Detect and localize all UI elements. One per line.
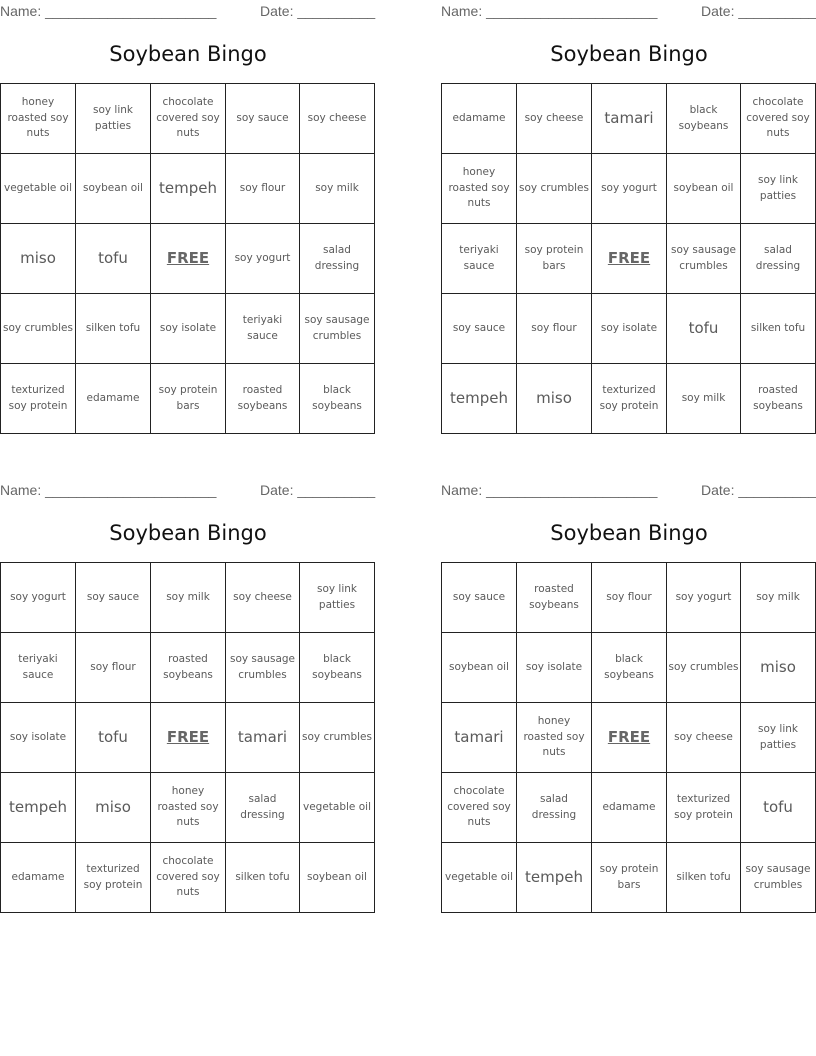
bingo-cell: black soybeans <box>667 84 741 154</box>
bingo-cell: edamame <box>592 773 667 843</box>
card-header <box>0 3 376 19</box>
bingo-cell: soy sauce <box>442 563 517 633</box>
bingo-cell: miso <box>76 773 151 843</box>
bingo-cell: soy crumbles <box>667 633 741 703</box>
bingo-cell: miso <box>1 224 76 294</box>
bingo-cell: soy isolate <box>151 294 226 364</box>
bingo-cell: soy flour <box>592 563 667 633</box>
bingo-cell: tempeh <box>151 154 226 224</box>
date-field-label: Date: __________ <box>260 3 376 19</box>
bingo-cell: soy milk <box>667 364 741 434</box>
bingo-cell: soy link patties <box>76 84 151 154</box>
bingo-cell: soy cheese <box>667 703 741 773</box>
card-title: Soybean Bingo <box>550 521 708 545</box>
bingo-cell: texturized soy protein <box>667 773 741 843</box>
bingo-cell: soy milk <box>741 563 816 633</box>
bingo-cell: vegetable oil <box>300 773 375 843</box>
free-space-cell: FREE <box>151 224 226 294</box>
bingo-cell: tempeh <box>442 364 517 434</box>
free-space-cell: FREE <box>592 703 667 773</box>
bingo-grid <box>441 562 816 913</box>
card-header <box>441 3 816 19</box>
bingo-cell: texturized soy protein <box>1 364 76 434</box>
bingo-card-4 <box>441 479 816 919</box>
bingo-cell: tofu <box>741 773 816 843</box>
bingo-cell: roasted soybeans <box>151 633 226 703</box>
bingo-cell: soy link patties <box>741 703 816 773</box>
bingo-cell: soy protein bars <box>592 843 667 913</box>
bingo-card-3 <box>0 479 376 919</box>
bingo-cell: soybean oil <box>442 633 517 703</box>
bingo-card-1 <box>0 0 376 440</box>
bingo-cell: soy sausage crumbles <box>667 224 741 294</box>
bingo-cell: tofu <box>76 703 151 773</box>
bingo-cell: salad dressing <box>517 773 592 843</box>
free-space-cell: FREE <box>592 224 667 294</box>
bingo-cell: silken tofu <box>76 294 151 364</box>
bingo-grid <box>0 83 375 434</box>
bingo-cell: teriyaki sauce <box>226 294 300 364</box>
bingo-cell: soy yogurt <box>226 224 300 294</box>
bingo-cell: soy cheese <box>300 84 375 154</box>
bingo-cell: soy isolate <box>592 294 667 364</box>
bingo-cell: vegetable oil <box>442 843 517 913</box>
bingo-cell: soy sausage crumbles <box>226 633 300 703</box>
bingo-cell: soy crumbles <box>517 154 592 224</box>
bingo-cell: tofu <box>76 224 151 294</box>
bingo-cell: chocolate covered soy nuts <box>151 84 226 154</box>
name-field-label: Name: ______________________ <box>441 3 658 19</box>
bingo-cell: roasted soybeans <box>226 364 300 434</box>
bingo-cell: edamame <box>442 84 517 154</box>
name-field-label: Name: ______________________ <box>0 482 217 498</box>
bingo-cell: soy link patties <box>741 154 816 224</box>
bingo-cell: tamari <box>226 703 300 773</box>
bingo-cell: miso <box>517 364 592 434</box>
bingo-cell: tempeh <box>1 773 76 843</box>
bingo-cell: soy flour <box>517 294 592 364</box>
bingo-cell: tofu <box>667 294 741 364</box>
bingo-cell: salad dressing <box>300 224 375 294</box>
bingo-cell: honey roasted soy nuts <box>442 154 517 224</box>
bingo-cell: soy yogurt <box>1 563 76 633</box>
bingo-cell: soy yogurt <box>667 563 741 633</box>
bingo-cell: soy flour <box>76 633 151 703</box>
bingo-cell: silken tofu <box>741 294 816 364</box>
bingo-cell: soy milk <box>300 154 375 224</box>
card-header <box>0 482 376 498</box>
bingo-cell: honey roasted soy nuts <box>517 703 592 773</box>
bingo-cell: black soybeans <box>300 633 375 703</box>
bingo-cell: edamame <box>76 364 151 434</box>
bingo-cell: teriyaki sauce <box>442 224 517 294</box>
bingo-cell: salad dressing <box>741 224 816 294</box>
bingo-cell: miso <box>741 633 816 703</box>
bingo-cell: soy crumbles <box>1 294 76 364</box>
bingo-grid <box>0 562 375 913</box>
bingo-cell: tamari <box>592 84 667 154</box>
bingo-cell: soy flour <box>226 154 300 224</box>
bingo-cell: silken tofu <box>226 843 300 913</box>
bingo-cell: soy sausage crumbles <box>741 843 816 913</box>
date-field-label: Date: __________ <box>701 3 816 19</box>
bingo-cell: teriyaki sauce <box>1 633 76 703</box>
card-title: Soybean Bingo <box>550 42 708 66</box>
bingo-cell: vegetable oil <box>1 154 76 224</box>
name-field-label: Name: ______________________ <box>441 482 658 498</box>
bingo-cell: soy sausage crumbles <box>300 294 375 364</box>
bingo-grid <box>441 83 816 434</box>
bingo-cell: soy crumbles <box>300 703 375 773</box>
card-title: Soybean Bingo <box>109 521 267 545</box>
bingo-cell: soy isolate <box>1 703 76 773</box>
bingo-cell: black soybeans <box>300 364 375 434</box>
bingo-cell: texturized soy protein <box>592 364 667 434</box>
card-header <box>441 482 816 498</box>
bingo-cell: edamame <box>1 843 76 913</box>
bingo-card-2 <box>441 0 816 440</box>
bingo-cell: soy isolate <box>517 633 592 703</box>
bingo-cell: soy cheese <box>517 84 592 154</box>
bingo-cell: chocolate covered soy nuts <box>151 843 226 913</box>
bingo-cell: honey roasted soy nuts <box>151 773 226 843</box>
bingo-cell: soy milk <box>151 563 226 633</box>
bingo-cell: soy sauce <box>442 294 517 364</box>
bingo-cell: salad dressing <box>226 773 300 843</box>
card-title: Soybean Bingo <box>109 42 267 66</box>
name-field-label: Name: ______________________ <box>0 3 217 19</box>
bingo-cell: soy sauce <box>76 563 151 633</box>
bingo-cell: silken tofu <box>667 843 741 913</box>
bingo-cell: tempeh <box>517 843 592 913</box>
bingo-cell: chocolate covered soy nuts <box>442 773 517 843</box>
bingo-cell: soybean oil <box>76 154 151 224</box>
free-space-cell: FREE <box>151 703 226 773</box>
bingo-cell: tamari <box>442 703 517 773</box>
date-field-label: Date: __________ <box>701 482 816 498</box>
bingo-cell: soy protein bars <box>517 224 592 294</box>
bingo-cell: soy link patties <box>300 563 375 633</box>
date-field-label: Date: __________ <box>260 482 376 498</box>
bingo-cell: soy protein bars <box>151 364 226 434</box>
bingo-cell: roasted soybeans <box>741 364 816 434</box>
bingo-cell: honey roasted soy nuts <box>1 84 76 154</box>
bingo-cell: roasted soybeans <box>517 563 592 633</box>
bingo-cell: soybean oil <box>300 843 375 913</box>
bingo-cell: chocolate covered soy nuts <box>741 84 816 154</box>
bingo-cell: texturized soy protein <box>76 843 151 913</box>
bingo-cell: soybean oil <box>667 154 741 224</box>
bingo-cell: soy cheese <box>226 563 300 633</box>
bingo-cell: soy sauce <box>226 84 300 154</box>
bingo-cell: soy yogurt <box>592 154 667 224</box>
bingo-cell: black soybeans <box>592 633 667 703</box>
